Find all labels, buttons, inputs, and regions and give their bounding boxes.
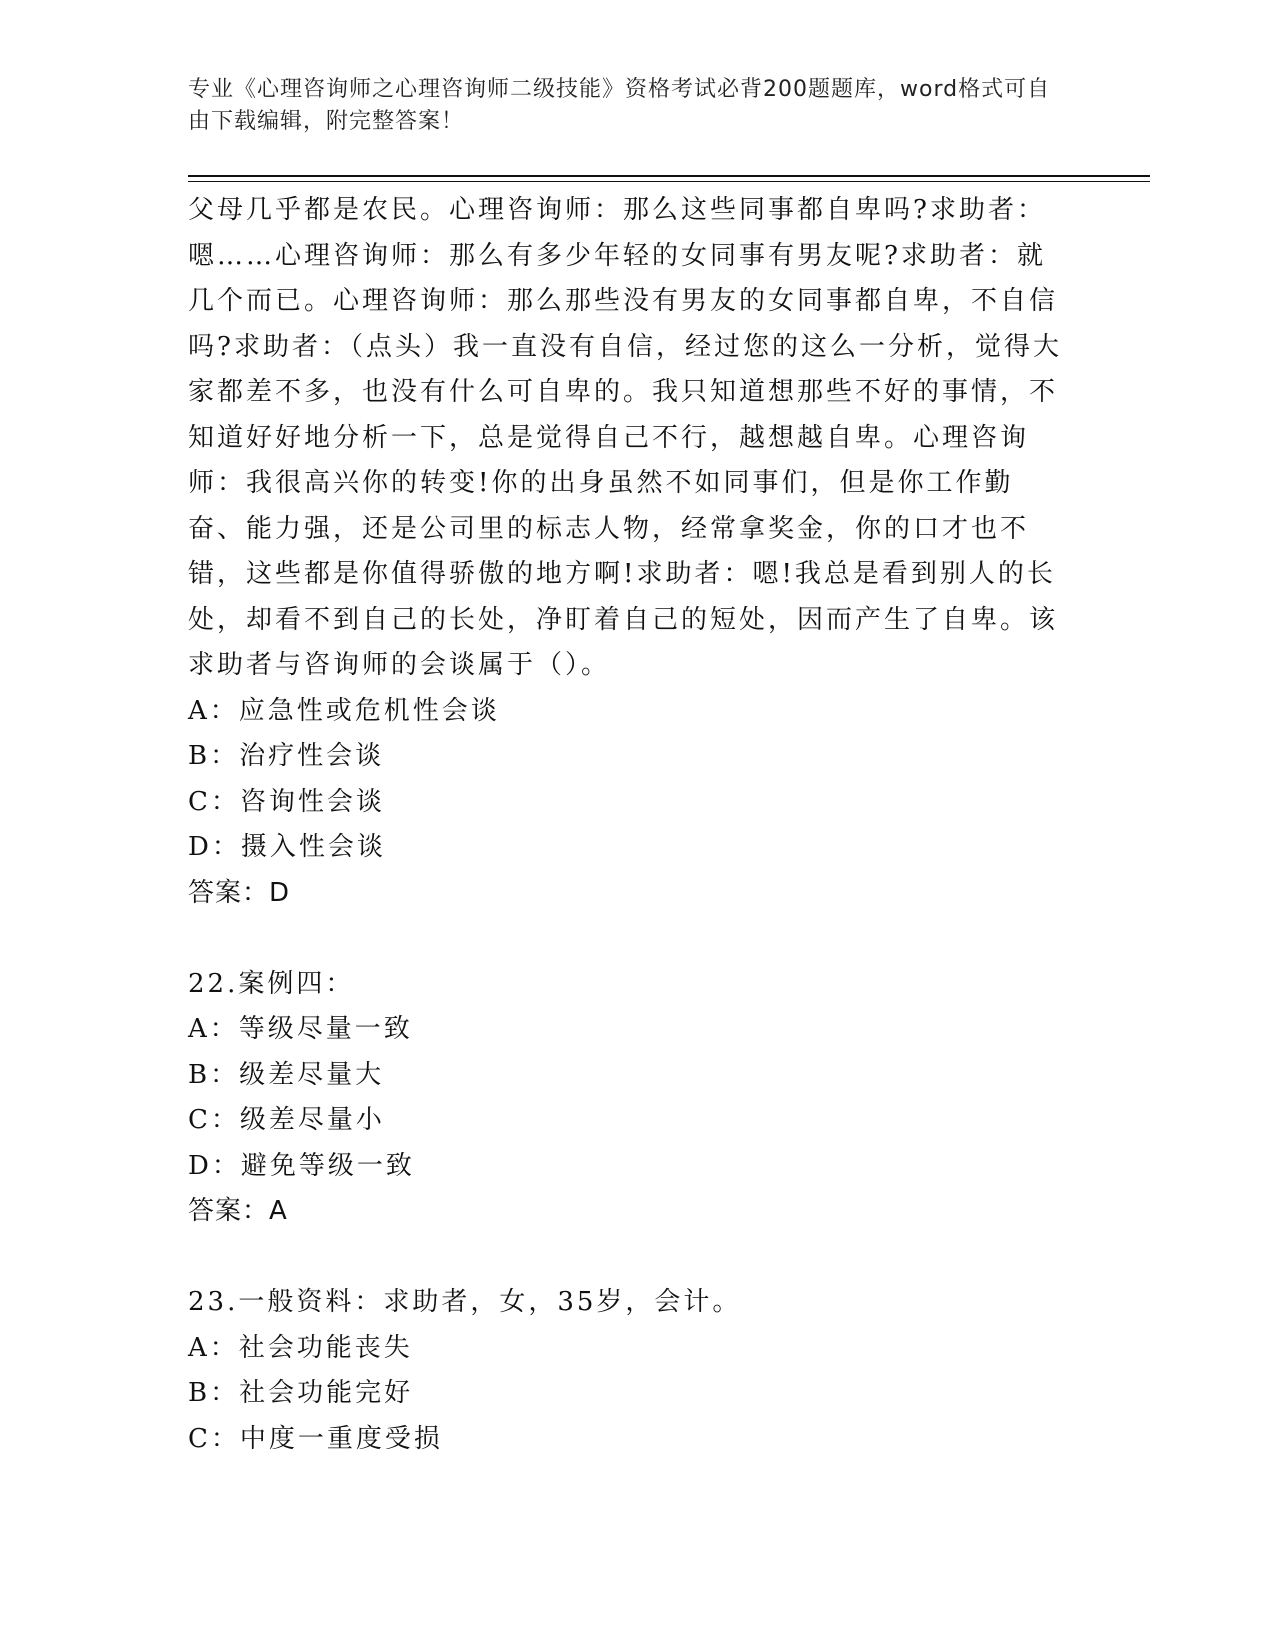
question-stem: 22.案例四： [188,968,355,999]
question-23 [188,1280,1068,1462]
option-c: C：咨询性会谈 [188,786,385,817]
option-b: B：级差尽量大 [188,1059,385,1090]
header-divider-thick [188,175,1150,177]
answer-line: 答案：A [188,1196,288,1226]
option-d: D：摄入性会谈 [188,832,386,862]
option-a: A：应急性或危机性会谈 [188,695,500,726]
option-a: A：社会功能丧失 [188,1332,413,1363]
header-divider-thin [188,181,1150,182]
option-b: B：社会功能完好 [188,1378,414,1408]
answer-line: 答案：D [188,877,291,908]
option-c: C：级差尽量小 [188,1105,385,1135]
document-header: 专业《心理咨询师之心理咨询师二级技能》资格考试必背200题题库，word格式可自由下载编辑，附完整答案！ [188,77,1051,134]
question-22 [188,962,1068,1235]
option-b: B：治疗性会谈 [188,741,385,771]
document-body [188,188,1068,1462]
option-d: D：避免等级一致 [188,1150,415,1181]
question-stem: 23.一般资料：求助者，女，35岁，会计。 [188,1287,742,1317]
option-a: A：等级尽量一致 [188,1014,413,1044]
section-gap [188,1235,1068,1281]
question-stem: 父母几乎都是农民。心理咨询师：那么这些同事都自卑吗?求助者：嗯……心理咨询师：那么有多少年轻的女同事有男友呢?求助者：就几个而已。心理咨询师：那么那些没有男友的女同事都自卑，不自信吗?求助者：（点头）我一直没有自信，经过您的这么一分析，觉得大家都差不多，也没有什么可自卑的。我只知道想那些不好的事情，不知道好好地分析一下，总是觉得自己不行，越想越自卑。心理咨询师：我很高兴你的转变!你的出身虽然不如同事们，但是你工作勤奋、能力强，还是公司里的标志人物，经常拿奖金，你的口才也不错，这些都是你值得骄傲的地方啊!求助者：嗯!我总是看到别人的长处，却看不到自己的长处，净盯着自己的短处，因而产生了自卑。该求助者与咨询师的会谈属于（）。 [188,195,1062,680]
option-c: C：中度一重度受损 [188,1423,443,1454]
question-21 [188,188,1068,916]
section-gap [188,916,1068,962]
